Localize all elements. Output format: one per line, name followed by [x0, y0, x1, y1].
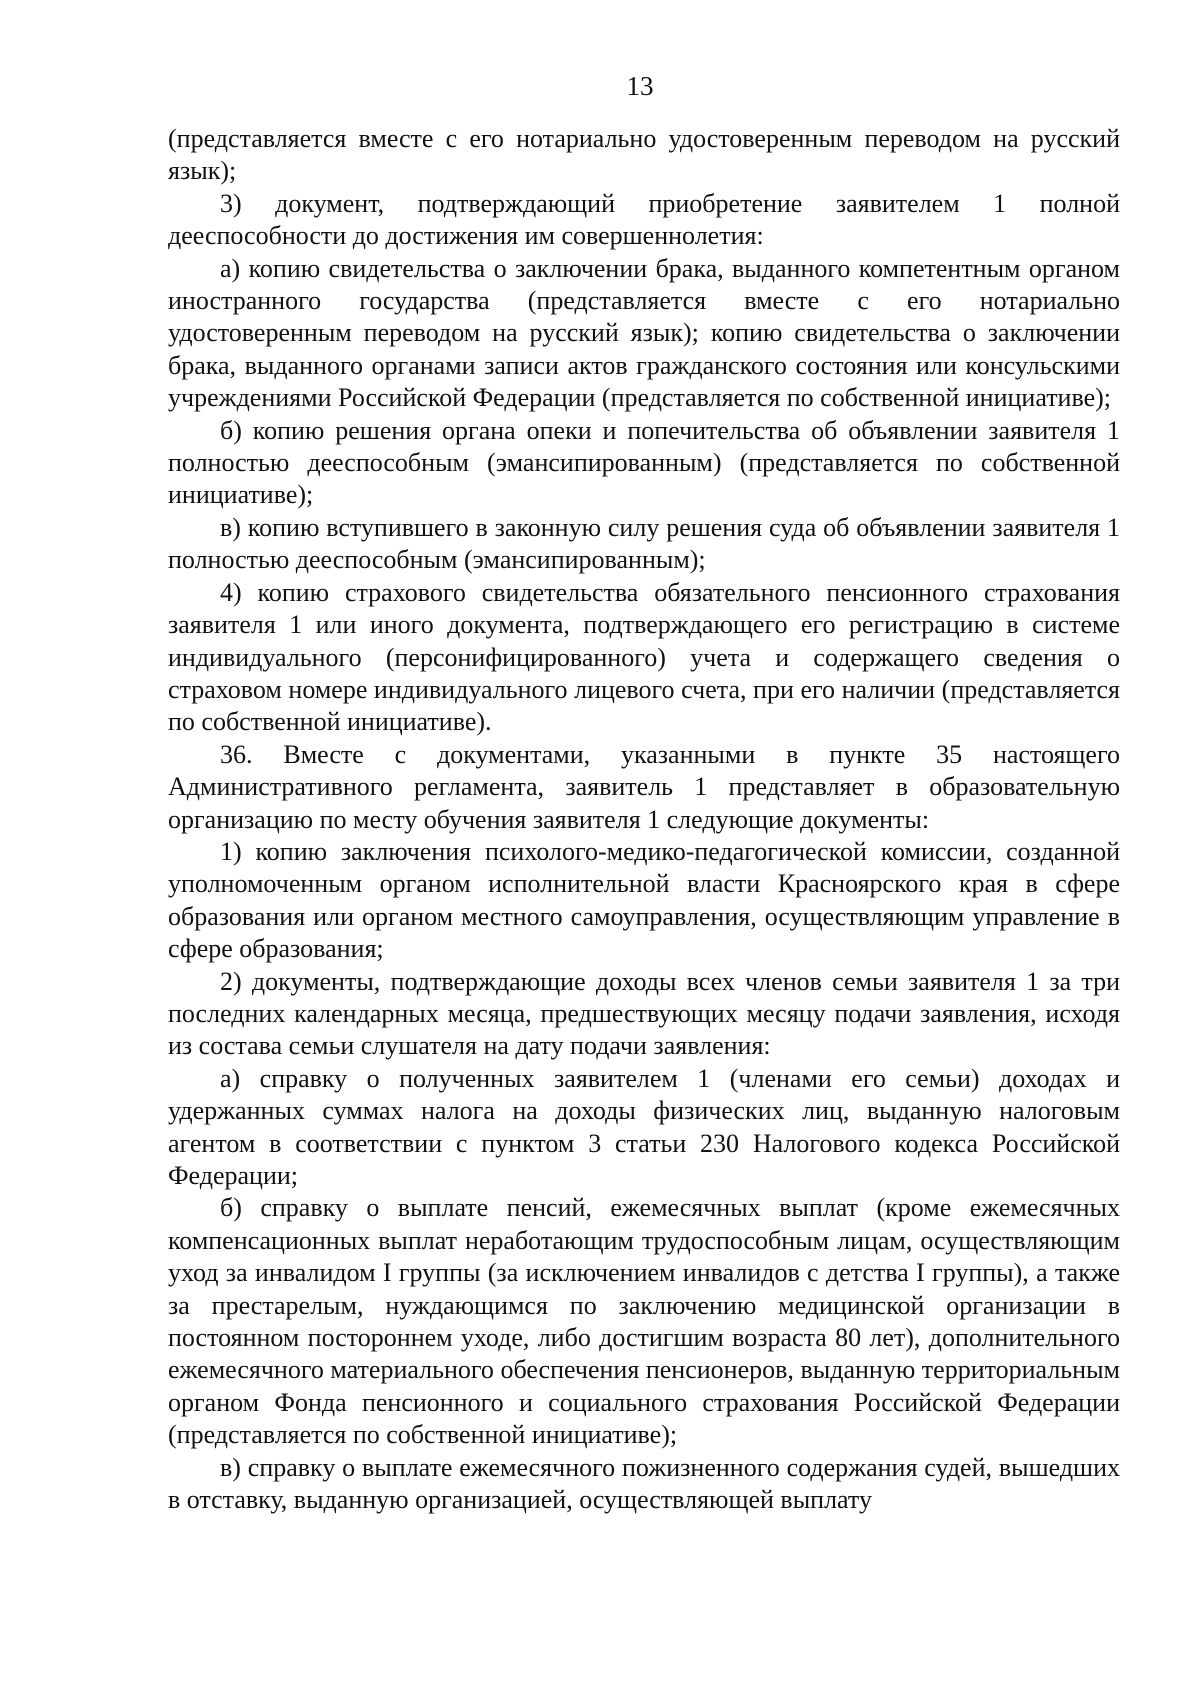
paragraph-subitem-a: а) копию свидетельства о заключении брака, выданного компетентным органом иностранного государства (представляется вместе с его нотариально удостоверенным переводом на русский язык); копию свидетельства о заключении брака, выданного органами записи актов гражданского состояния или консульскими учреждениями Российской Федерации (представляется по собственной инициативе);: [168, 253, 1120, 413]
paragraph-item-2: 2) документы, подтверждающие доходы всех членов семьи заявителя 1 за три последних календарных месяца, предшествующих месяцу подачи заявления, исходя из состава семьи слушателя на дату подачи заявления:: [168, 966, 1120, 1061]
paragraph-subitem-a-income: а) справку о полученных заявителем 1 (членами его семьи) доходах и удержанных суммах налога на доходы физических лиц, выданную налоговым агентом в соответствии с пунктом 3 статьи 230 Налогового кодекса Российской Федерации;: [168, 1063, 1120, 1190]
paragraph-subitem-b-pension: б) справку о выплате пенсий, ежемесячных выплат (кроме ежемесячных компенсационных выплат неработающим трудоспособным лицам, осуществляющим уход за инвалидом I группы (за исключением инвалидов с детства I группы), а также за престарелым, нуждающимся по заключению медицинской организации в постоянном постороннем уходе, либо достигшим возраста 80 лет), дополнительного ежемесячного материального обеспечения пенсионеров, выданную территориальным органом Фонда пенсионного и социального страхования Российской Федерации (представляется по собственной инициативе);: [168, 1193, 1120, 1450]
document-body: [168, 123, 1120, 1516]
paragraph-item-4: 4) копию страхового свидетельства обязательного пенсионного страхования заявителя 1 или иного документа, подтверждающего его регистрацию в системе индивидуального (персонифицированного) учета и содержащего сведения о страховом номере индивидуального лицевого счета, при его наличии (представляется по собственной инициативе).: [168, 577, 1120, 737]
paragraph-subitem-v: в) копию вступившего в законную силу решения суда об объявлении заявителя 1 полностью дееспособным (эмансипированным);: [168, 512, 1120, 575]
paragraph-item-3: 3) документ, подтверждающий приобретение заявителем 1 полной дееспособности до достижения им совершеннолетия:: [168, 188, 1120, 251]
paragraph-subitem-b: б) копию решения органа опеки и попечительства об объявлении заявителя 1 полностью дееспособным (эмансипированным) (представляется по собственной инициативе);: [168, 415, 1120, 510]
paragraph-continuation: (представляется вместе с его нотариально удостоверенным переводом на русский язык);: [168, 124, 1120, 186]
paragraph-item-1: 1) копию заключения психолого-медико-педагогической комиссии, созданной уполномоченным органом исполнительной власти Красноярского края в сфере образования или органом местного самоуправления, осуществляющим управление в сфере образования;: [168, 836, 1120, 964]
paragraph-clause-36: 36. Вместе с документами, указанными в пункте 35 настоящего Административного регламента, заявитель 1 представляет в образовательную организацию по месту обучения заявителя 1 следующие документы:: [168, 739, 1120, 834]
paragraph-subitem-v-judges: в) справку о выплате ежемесячного пожизненного содержания судей, вышедших в отставку, выданную организацией, осуществляющей выплату: [168, 1452, 1120, 1515]
page-number: 13: [626, 71, 654, 101]
